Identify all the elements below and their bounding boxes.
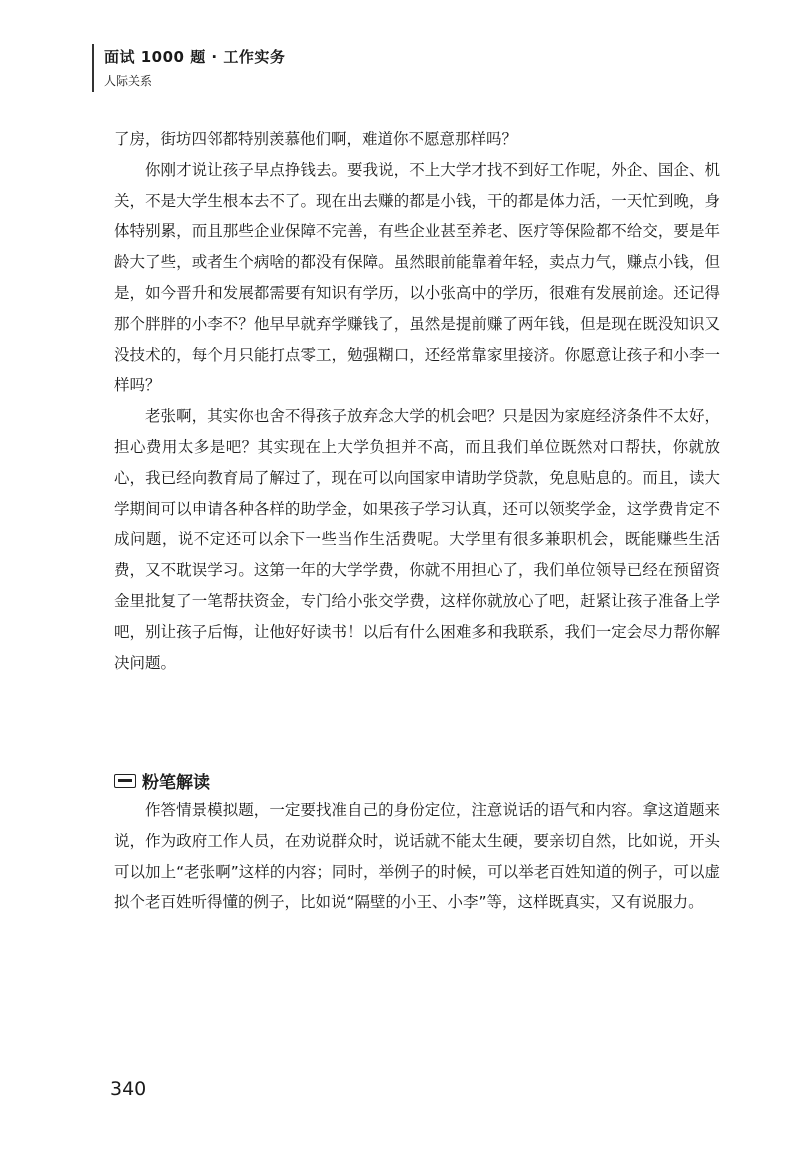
analysis-heading [114, 768, 210, 793]
paragraph-continuation: 了房，街坊四邻都特别羡慕他们啊，难道你不愿意那样吗？ [114, 130, 518, 148]
analysis-paragraph: 作答情景模拟题，一定要找准自己的身份定位，注意说话的语气和内容。拿这道题来说，作为政府工作人员，在劝说群众时，说话就不能太生硬，要亲切自然，比如说，开头可以加上“老张啊”这样的内容；同时，举例子的时候，可以举老百姓知道的例子，可以虚拟个老百姓听得懂的例子，比如说“隔壁的小王、小李”等，这样既真实，又有说服力。 [114, 801, 720, 912]
page-number: 340 [110, 1078, 147, 1100]
running-head [92, 44, 392, 94]
chapter-title: 人际关系 [104, 74, 153, 88]
book-badge-icon [114, 774, 136, 788]
paragraph: 你刚才说让孩子早点挣钱去。要我说，不上大学才找不到好工作呢，外企、国企、机关，不是大学生根本去不了。现在出去赚的都是小钱，干的都是体力活，一天忙到晚，身体特别累，而且那些企业保障不完善，有些企业甚至养老、医疗等保险都不给交，要是年龄大了些，或者生个病啥的都没有保障。虽然眼前能靠着年轻，卖点力气，赚点小钱，但是，如今晋升和发展都需要有知识有学历，以小张高中的学历，很难有发展前途。还记得那个胖胖的小李不？他早早就弃学赚钱了，虽然是提前赚了两年钱，但是现在既没知识又没技术的，每个月只能打点零工，勉强糊口，还经常靠家里接济。你愿意让孩子和小李一样吗？ [114, 160, 720, 395]
analysis-title: 粉笔解读 [142, 773, 210, 793]
book-title: 面试 1000 题 · 工作实务 [104, 48, 286, 66]
analysis-text [114, 795, 720, 918]
paragraph: 老张啊，其实你也舍不得孩子放弃念大学的机会吧？只是因为家庭经济条件不太好，担心费用太多是吧？其实现在上大学负担并不高，而且我们单位既然对口帮扶，你就放心，我已经向教育局了解过了，现在可以向国家申请助学贷款，免息贴息的。而且，读大学期间可以申请各种各样的助学金，如果孩子学习认真，还可以领奖学金，这学费肯定不成问题，说不定还可以余下一些当作生活费呢。大学里有很多兼职机会，既能赚些生活费，又不耽误学习。这第一年的大学学费，你就不用担心了，我们单位领导已经在预留资金里批复了一笔帮扶资金，专门给小张交学费，这样你就放心了吧，赶紧让孩子准备上学吧，别让孩子后悔，让他好好读书！以后有什么困难多和我联系，我们一定会尽力帮你解决问题。 [114, 407, 720, 672]
main-text [114, 124, 720, 678]
header-rule [92, 44, 94, 92]
